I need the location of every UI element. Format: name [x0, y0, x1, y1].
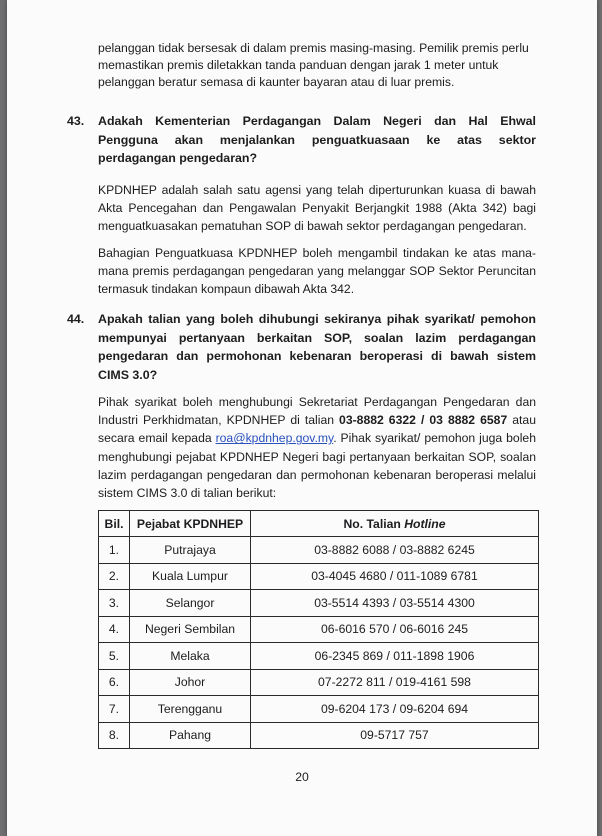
row-office: Kuala Lumpur — [130, 563, 251, 590]
table-row — [99, 590, 539, 617]
answer-text: Pihak syarikat boleh menghubungi Sekretariat Perdagangan Pengedaran dan Industri Perkhidmatan, KPDNHEP di talian — [98, 395, 536, 428]
question-43-number: 43. — [67, 114, 85, 128]
row-bil: 5. — [99, 643, 130, 670]
question-43-text: Adakah Kementerian Perdagangan Dalam Negeri dan Hal Ehwal Pengguna akan menjalankan penguatkuasaan ke atas sektor perdagangan pengedaran? — [98, 114, 536, 165]
row-phone: 06-6016 570 / 06-6016 245 — [251, 616, 539, 643]
row-office: Putrajaya — [130, 537, 251, 564]
row-bil: 3. — [99, 590, 130, 617]
header-phone-italic: Hotline — [404, 516, 446, 531]
table-row — [99, 722, 539, 749]
header-office: Pejabat KPDNHEP — [130, 511, 251, 537]
table-row — [99, 563, 539, 590]
row-phone: 07-2272 811 / 019-4161 598 — [251, 669, 539, 696]
row-bil: 4. — [99, 616, 130, 643]
intro-line: pelanggan tidak bersesak di dalam premis masing-masing. Pemilik premis perlu — [98, 41, 529, 55]
row-phone: 03-8882 6088 / 03-8882 6245 — [251, 537, 539, 564]
row-phone: 03-4045 4680 / 011-1089 6781 — [251, 563, 539, 590]
question-44-number: 44. — [67, 312, 85, 326]
question-43-answer-2: Bahagian Penguatkuasa KPDNHEP boleh mengambil tindakan ke atas mana-mana premis perdagangan pengedaran yang melanggar SOP Sektor Peruncitan termasuk tindakan kompaun dibawah Akta 342. — [98, 246, 536, 297]
answer-text: atau secara email kepada — [98, 413, 536, 446]
row-bil: 7. — [99, 696, 130, 723]
contacts-table — [98, 510, 539, 749]
row-phone: 03-5514 4393 / 03-5514 4300 — [251, 590, 539, 617]
table-header-row — [99, 511, 539, 537]
row-bil: 1. — [99, 537, 130, 564]
row-bil: 6. — [99, 669, 130, 696]
row-office: Johor — [130, 669, 251, 696]
email-link[interactable]: roa@kpdnhep.gov.my — [215, 431, 334, 446]
row-bil: 8. — [99, 722, 130, 749]
row-bil: 2. — [99, 563, 130, 590]
row-office: Pahang — [130, 722, 251, 749]
row-phone: 09-5717 757 — [251, 722, 539, 749]
question-44-answer — [98, 393, 536, 502]
intro-line: pelanggan beratur semasa di kaunter bayaran atau di luar premis. — [98, 75, 455, 89]
table-row — [99, 643, 539, 670]
hotline-numbers: 03-8882 6322 / 03 8882 6587 — [339, 413, 508, 428]
table-row — [99, 616, 539, 643]
header-bil: Bil. — [99, 511, 130, 537]
table-row — [99, 669, 539, 696]
document-page — [7, 0, 597, 836]
table-row — [99, 537, 539, 564]
row-office: Melaka — [130, 643, 251, 670]
question-43-answer-1: KPDNHEP adalah salah satu agensi yang telah diperturunkan kuasa di bawah Akta Pencegahan dan Pengawalan Penyakit Berjangkit 1988 (Akta 342) bagi menguatkuasakan pematuhan SOP di bawah sektor perdagangan pengedaran. — [98, 183, 536, 234]
row-office: Selangor — [130, 590, 251, 617]
table-row — [99, 696, 539, 723]
row-phone: 09-6204 173 / 09-6204 694 — [251, 696, 539, 723]
answer-text: . Pihak syarikat/ pemohon juga boleh menghubungi pejabat KPDNHEP Negeri bagi pertanyaan berkaitan SOP, soalan lazim perdagangan pengedaran dan permohonan kebenaran beroperasi melalui sistem CIMS 3.0 di talian berikut: — [98, 431, 536, 501]
intro-line: memastikan premis diletakkan tanda panduan dengan jarak 1 meter untuk — [98, 58, 499, 72]
row-office: Terengganu — [130, 696, 251, 723]
row-office: Negeri Sembilan — [130, 616, 251, 643]
page-number: 20 — [295, 770, 309, 784]
header-phone-prefix: No. Talian — [343, 516, 405, 531]
question-44-text: Apakah talian yang boleh dihubungi sekiranya pihak syarikat/ pemohon mempunyai pertanyaan berkaitan SOP, soalan lazim perdagangan pengedaran dan permohonan kebenaran beroperasi di bawah sistem CIMS 3.0? — [98, 312, 536, 382]
row-phone: 06-2345 869 / 011-1898 1906 — [251, 643, 539, 670]
header-phone — [251, 511, 539, 537]
